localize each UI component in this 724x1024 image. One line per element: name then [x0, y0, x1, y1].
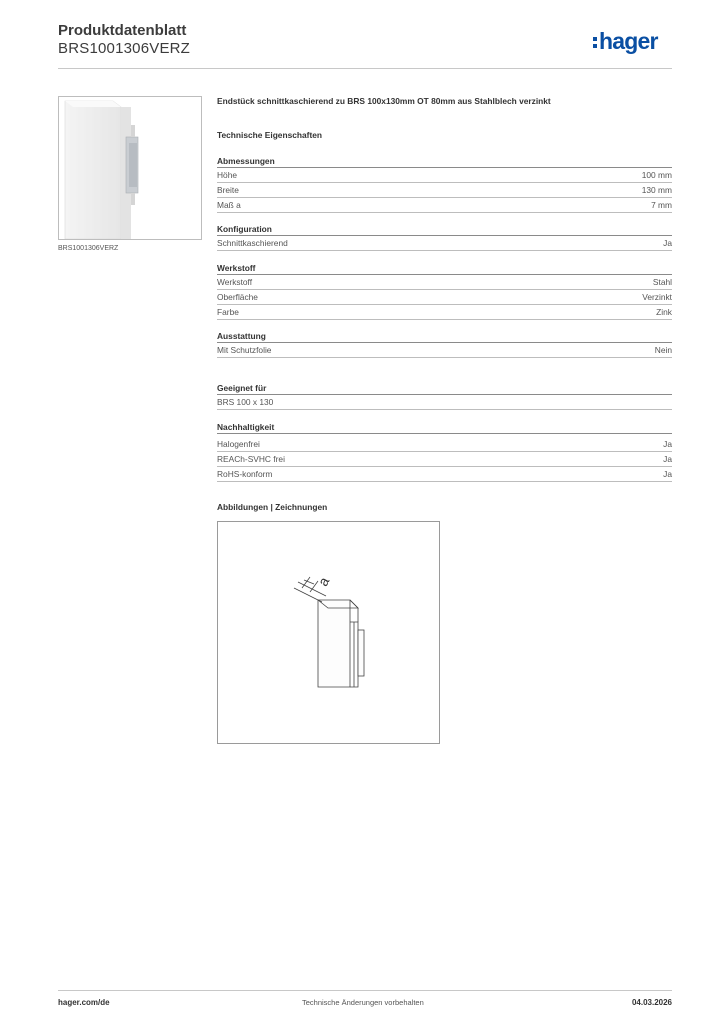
section-title-abmessungen: Abmessungen — [217, 156, 275, 166]
row-label: Maß a — [217, 200, 241, 210]
tech-heading: Technische Eigenschaften — [217, 130, 323, 140]
row-label: Höhe — [217, 170, 238, 180]
row-value: Ja — [663, 238, 672, 248]
row-value: Ja — [663, 454, 672, 464]
row-value: 7 mm — [651, 200, 672, 210]
row-label: BRS 100 x 130 — [217, 397, 274, 407]
product-photo-icon — [59, 97, 202, 240]
table-row — [217, 183, 672, 198]
row-value: Zink — [656, 307, 672, 317]
row-value: Stahl — [652, 277, 672, 287]
table-row — [217, 168, 672, 183]
table-row — [217, 275, 672, 290]
table-row — [217, 343, 672, 358]
footer-divider — [58, 990, 672, 991]
row-value: 130 mm — [641, 185, 672, 195]
row-value: 100 mm — [641, 170, 672, 180]
dimension-label: a — [314, 574, 333, 589]
table-row — [217, 467, 672, 482]
row-value: Verzinkt — [642, 292, 672, 302]
row-label: REACh-SVHC frei — [217, 454, 285, 464]
product-image-caption: BRS1001306VERZ — [58, 245, 119, 252]
footer-website-link[interactable]: hager.com/de — [58, 998, 110, 1007]
row-label: Oberfläche — [217, 292, 258, 302]
end-piece-drawing-icon — [218, 522, 439, 743]
logo-text: hager — [599, 27, 658, 54]
row-label: Werkstoff — [217, 277, 253, 287]
table-row — [217, 198, 672, 213]
section-title-werkstoff: Werkstoff — [217, 263, 256, 273]
section-title-nachhaltigkeit: Nachhaltigkeit — [217, 422, 275, 432]
section-title-geeignet-fuer: Geeignet für — [217, 383, 267, 393]
product-code: BRS1001306VERZ — [58, 40, 191, 57]
logo-colon-icon — [593, 37, 597, 48]
drawings-title: Abbildungen | Zeichnungen — [217, 502, 328, 512]
section-title-konfiguration: Konfiguration — [217, 224, 272, 234]
row-value: Ja — [663, 469, 672, 479]
footer-date: 04.03.2026 — [631, 998, 672, 1007]
row-label: Schnittkaschierend — [217, 238, 288, 248]
header-divider — [58, 68, 672, 69]
row-label: Mit Schutzfolie — [217, 345, 272, 355]
row-value: Ja — [663, 439, 672, 449]
row-value: Nein — [654, 345, 672, 355]
section-divider — [217, 433, 672, 434]
table-row — [217, 305, 672, 320]
table-row — [217, 395, 672, 410]
row-label: Halogenfrei — [217, 439, 260, 449]
section-title-ausstattung: Ausstattung — [217, 331, 266, 341]
table-row — [217, 437, 672, 452]
footer-notice: Technische Änderungen vorbehalten — [302, 998, 424, 1007]
product-description: Endstück schnittkaschierend zu BRS 100x130mm OT 80mm aus Stahlblech verzinkt — [217, 96, 551, 106]
table-row — [217, 290, 672, 305]
product-image — [58, 96, 202, 240]
hager-logo[interactable] — [593, 27, 675, 55]
row-label: RoHS-konform — [217, 469, 273, 479]
table-row — [217, 236, 672, 251]
row-label: Farbe — [217, 307, 239, 317]
page-title: Produktdatenblatt — [58, 22, 187, 39]
technical-drawing — [217, 521, 440, 744]
row-label: Breite — [217, 185, 239, 195]
table-row — [217, 452, 672, 467]
